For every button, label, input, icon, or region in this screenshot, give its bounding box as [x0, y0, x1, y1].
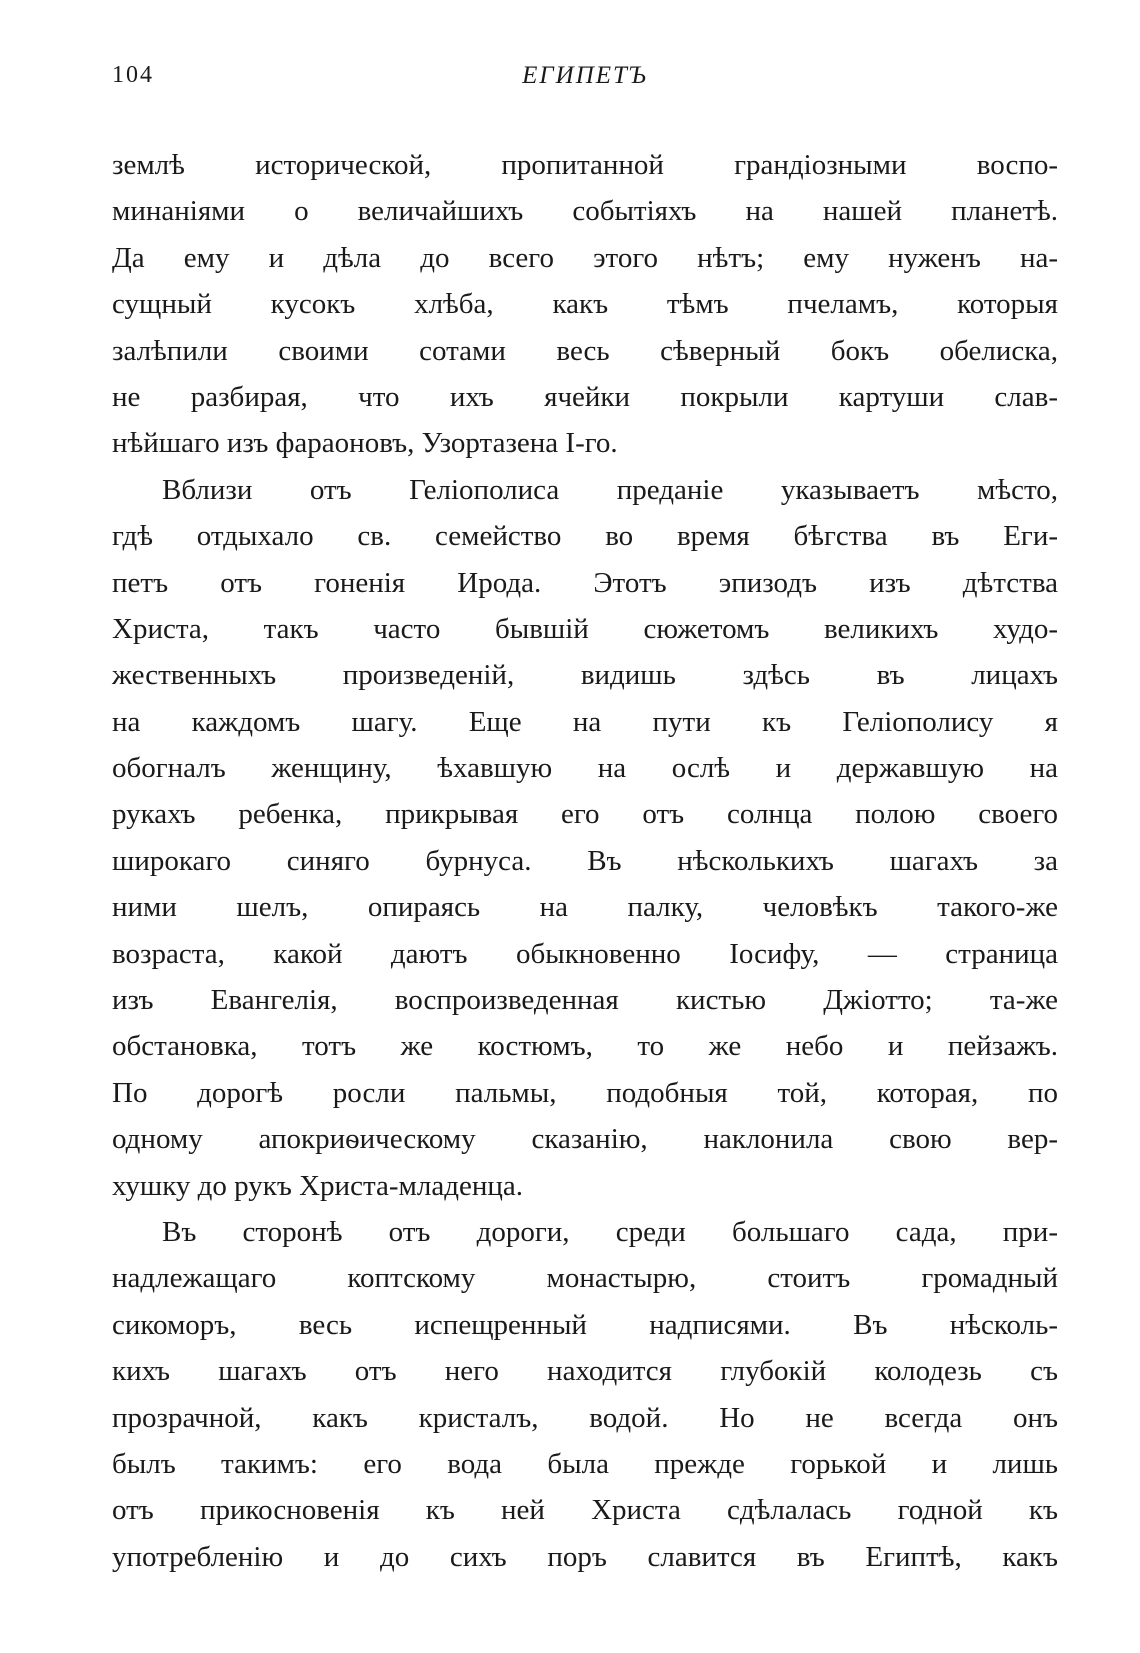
text-line: залѣпили своими сотами весь сѣверный бокъ обелиска, [112, 334, 1058, 367]
paragraph-start: Въ сторонѣ отъ дороги, среди большаго сада, при- [162, 1215, 1058, 1248]
text-line: надлежащаго коптскому монастырю, стоитъ громадный [112, 1262, 1058, 1295]
text-line: кихъ шагахъ отъ него находится глубокій колодезь съ [112, 1355, 1058, 1388]
text-line: прозрачной, какъ кристалъ, водой. Но не всегда онъ [112, 1401, 1058, 1434]
text-line: жественныхъ произведеній, видишь здѣсь въ лицахъ [112, 659, 1058, 692]
text-line: возраста, какой даютъ обыкновенно Іосифу, — страница [112, 937, 1058, 970]
text-line: землѣ исторической, пропитанной грандіозными воспо- [112, 149, 1058, 181]
text-line: широкаго синяго бурнуса. Въ нѣсколькихъ шагахъ за [112, 844, 1058, 877]
text-line: нѣйшаго изъ фараоновъ, Узортазена І-го. [112, 427, 618, 460]
running-title: ЕГИПЕТЪ [522, 62, 648, 89]
text-line: отъ прикосновенія къ ней Христа сдѣлалась годной къ [112, 1494, 1058, 1527]
paragraph-start: Вблизи отъ Геліополиса преданіе указываетъ мѣсто, [162, 473, 1058, 506]
text-line: на каждомъ шагу. Еще на пути къ Геліополису я [112, 705, 1058, 738]
text-line: не разбирая, что ихъ ячейки покрыли картуши слав- [112, 380, 1058, 413]
body-text [112, 142, 1058, 1580]
text-line: сикоморъ, весь испещренный надписями. Въ нѣсколь- [112, 1308, 1058, 1341]
text-line: сущный кусокъ хлѣба, какъ тѣмъ пчеламъ, которыя [112, 288, 1058, 321]
page-header [112, 62, 1058, 102]
text-line: рукахъ ребенка, прикрывая его отъ солнца полою своего [112, 798, 1058, 831]
text-line: По дорогѣ росли пальмы, подобныя той, которая, по [112, 1076, 1058, 1109]
text-line: петъ отъ гоненія Ирода. Этотъ эпизодъ изъ дѣтства [112, 566, 1058, 599]
text-line: употребленію и до сихъ поръ славится въ Египтѣ, какъ [112, 1540, 1058, 1573]
text-line: обогналъ женщину, ѣхавшую на ослѣ и державшую на [112, 752, 1058, 785]
text-line: Да ему и дѣла до всего этого нѣтъ; ему нуженъ на- [112, 241, 1058, 274]
text-line: минаніями о величайшихъ событіяхъ на нашей планетѣ. [112, 195, 1058, 228]
text-line: ними шелъ, опираясь на палку, человѣкъ такого-же [112, 891, 1058, 924]
text-line: обстановка, тотъ же костюмъ, то же небо и пейзажъ. [112, 1030, 1058, 1063]
text-line: одному апокриѳическому сказанію, наклонила свою вер- [112, 1123, 1058, 1156]
text-line: гдѣ отдыхало св. семейство во время бѣгства въ Еги- [112, 520, 1058, 553]
text-line: Христа, такъ часто бывшій сюжетомъ великихъ худо- [112, 612, 1058, 645]
page-number: 104 [112, 62, 154, 88]
text-line: хушку до рукъ Христа-младенца. [112, 1169, 523, 1202]
text-line: изъ Евангелія, воспроизведенная кистью Джіотто; та-же [112, 984, 1058, 1017]
text-line: былъ такимъ: его вода была прежде горькой и лишь [112, 1447, 1058, 1480]
